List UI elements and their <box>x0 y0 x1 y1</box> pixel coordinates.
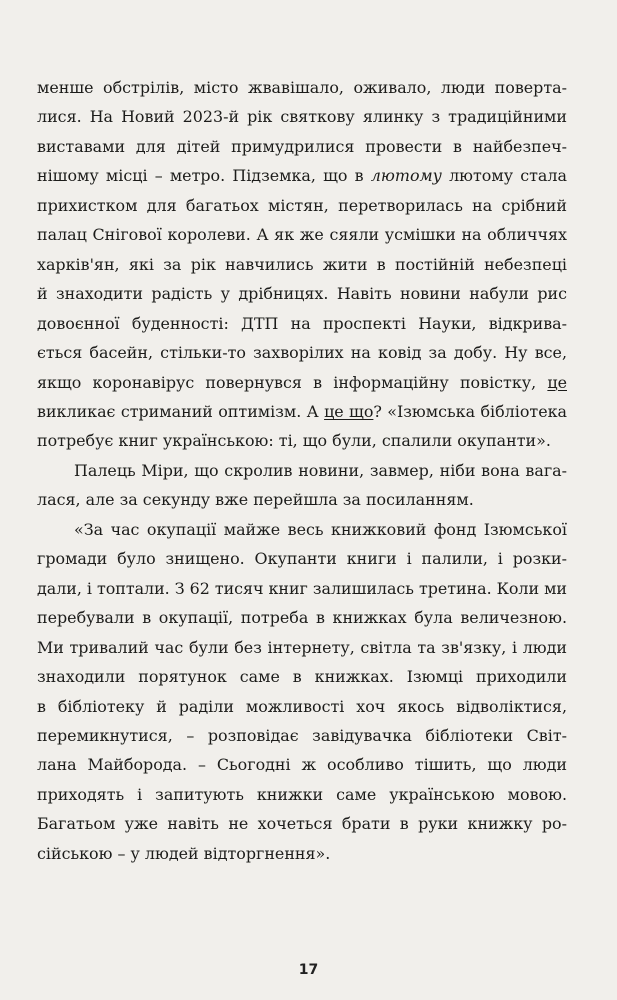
text-line: перебували в окупації, потреба в книжках була величезною. <box>37 608 567 628</box>
text-line: дали, і топтали. З 62 тисяч книг залишилась третина. Коли ми <box>37 578 567 598</box>
page-text <box>37 73 567 868</box>
text-line <box>37 161 567 190</box>
text-line: приходять і запитують книжки саме українською мовою. <box>37 784 567 804</box>
text-line: в бібліотеку й раділи можливості хоч якось відволіктися, <box>37 696 567 716</box>
underlined-word: це що <box>324 401 374 421</box>
text-line: довоєнної буденності: ДТП на проспекті Науки, відкрива- <box>37 313 567 333</box>
text-line: ється басейн, стільки-то захворілих на ковід за добу. Ну все, <box>37 343 567 363</box>
text-line: перемикнутися, – розповідає завідувачка бібліотеки Світ- <box>37 725 567 745</box>
italic-word: лютому <box>370 166 442 186</box>
text-line: потребує книг українською: ті, що були, спалили окупанти». <box>37 431 551 451</box>
text-line: менше обстрілів, місто жвавішало, оживало, люди поверта- <box>37 78 567 97</box>
text-segment: якщо коронавірус повернувся в інформаційну повістку, <box>37 372 548 392</box>
text-line: лася, але за секунду вже перейшла за посиланням. <box>37 490 474 510</box>
text-line: й знаходити радість у дрібницях. Навіть новини набули рис <box>37 284 567 304</box>
text-line: прихистком для багатьох містян, перетворилась на срібний <box>37 195 567 215</box>
text-line: виставами для дітей примудрилися провести в найбезпеч- <box>37 136 567 156</box>
text-line <box>37 397 567 426</box>
text-segment: нішому місці – метро. Підземка, що в <box>37 166 364 186</box>
text-segment: викликає стриманий оптимізм. А <box>37 401 325 421</box>
text-line: лися. На Новий 2023-й рік святкову ялинку з традиційними <box>37 107 567 127</box>
text-line: Ми тривалий час були без інтернету, світла та зв'язку, і люди <box>37 637 567 657</box>
text-line: Багатьом уже навіть не хочеться брати в руки книжку ро- <box>37 814 567 834</box>
paragraph-2 <box>37 456 567 515</box>
text-line: «За час окупації майже весь книжковий фонд Ізюмської <box>74 519 567 539</box>
text-line: сійською – у людей відторгнення». <box>37 843 331 863</box>
text-line: палац Снігової королеви. А як же сяяли усмішки на обличчях <box>37 225 567 245</box>
text-segment: лютому стала <box>441 166 567 186</box>
page-number: 17 <box>298 962 319 978</box>
text-line: лана Майборода. – Сьогодні ж особливо тішить, що люди <box>37 755 567 775</box>
paragraph-3 <box>37 515 567 868</box>
text-line: Палець Міри, що скролив новини, завмер, ніби вона вага- <box>74 460 567 480</box>
text-line: знаходили порятунок саме в книжках. Ізюмці приходили <box>37 667 567 687</box>
text-segment: ? «Ізюмська бібліотека <box>373 401 568 421</box>
text-line: харків'ян, які за рік навчились жити в постійній небезпеці <box>37 254 567 274</box>
underlined-word: це <box>547 372 567 392</box>
paragraph-1 <box>37 73 567 456</box>
text-line: громади було знищено. Окупанти книги і палили, і розки- <box>37 549 567 569</box>
text-line <box>37 368 567 397</box>
